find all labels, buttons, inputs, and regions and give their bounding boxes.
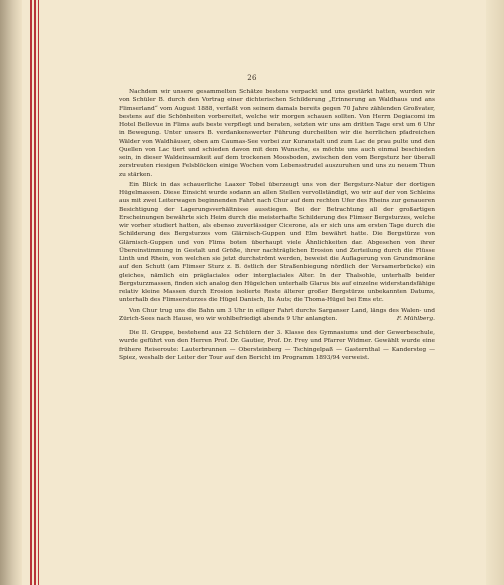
margin-rule [34,0,36,585]
margin-rule [30,0,32,585]
paragraph: Nachdem wir unsere gesammelten Schätze bestens verpackt und uns gestärkt hatten, wurden wir von Schüler B. durch den Vortrag einer dichterischen Schilderung „Erinnerung an Waldhaus und ans Flimserland“ vom August 1888, verfaßt von seinem damals bereits gegen 70 Jahre zählenden Großvater, bestens auf die Schönheiten vorbereitet, welche wir morgen schauen sollten. Von Herrn Degiacomi im Hotel Bellevue in Flims aufs beste verpflegt und beraten, setzten wir uns am dritten Tage erst um 6 Uhr in Bewegung. Unter unsers B. verdankenswerter Führung durcheilten wir die herrlichen pfadreichen Wälder von Waldhäuser, oben am Caumas-See vorbei zur Kuranstalt und zum Lac de prau pulte und den Quellen von Lac tiert und schieden davon mit dem Wunsche, es möchte uns auch einmal beschieden sein, in dieser Waldeinsamkeit auf dem trockenen Moosboden, zwischen den vom Bergsturz her überall zerstreuten riesigen Felsblöcken einige Wochen vom Lebensstrudel auszuruhen und uns zu neuem Thun zu stärken. [119,89,435,178]
paragraph-second-section: Die II. Gruppe, bestehend aus 22 Schülern der 3. Klasse des Gymnasiums und der Gewerbeschule, wurde geführt von den Herren Prof. Dr. Gautier, Prof. Dr. Frey und Pfarrer Widmer. Gewählt wurde eine frühere Reiseroute: Lauterbrunnen — Obersteinberg — Tschingelpaß — Gasternthal — Kandersteg — Spiez, weshalb der Leiter der Tour auf den Bericht im Programm 1893/94 verweist. [119,330,435,361]
signature: F. Mühlberg. [396,315,435,322]
margin-rule [38,0,39,585]
text-body [119,88,435,362]
page-edge [486,0,504,585]
paragraph: Ein Blick in das schauerliche Laaxer Tobel überzeugt uns von der Bergsturz-Natur der dortigen Hügelmassen. Diese Einsicht wurde sodann an allen Stellen vervollständigt, wo wir auf der von Schleins aus mit zwei Leiterwagen beginnenden Fahrt nach Chur auf dem rechten Ufer des Rheins zur genaueren Besichtigung der Lagerungsverhältnisse ausstiegen. Bei der Betrachtung all der großartigen Erscheinungen bewährte sich Heim durch die meisterhafte Schilderung des Flimser Bergsturzes, welche wir vorher studiert hatten, als ebenso zuverlässiger Cicerone, als er sich uns am ersten Tage durch die Schilderung des Bergsturzes vom Glärnisch-Guppen und Elm bewährt hatte. Die Bergstürze von Glärnisch-Guppen und von Flims boten überhaupt viele Ähnlichkeiten dar. Abgesehen von ihrer Übereinstimmung in Gestalt und Größe, ihrer nachträglichen Erosion und Zerteilung durch die Flüsse Linth und Rhein, von welchen sie jetzt durchströmt werden, beweist die Auflagerung von Grundmoräne auf den Schutt (am Flimser Sturz z. B. östlich der Straßenbiegung nördlich der Versamerbrücke) ein gleiches, nämlich ein präglaciales oder interglaciales Alter. In der Thalsohle, unterhalb beider Bergsturzmassen, finden sich analog den Hügelchen unterhalb Glarus bis auf einzelne widerstandsfähige relativ kleine Massen durch Erosion isolierte Reste älterer großer Bergstürze unbekannten Datums, unterhalb des Flimsersturzes die Hügel Danisch, Ils Auts; die Thoma-Hügel bei Ems etc. [119,181,435,304]
paragraph: Von Chur trug uns die Bahn um 3 Uhr in eiliger Fahrt durchs Sarganser Land, längs des Walen- und Zürich-Sees nach Hause, wo wir wohlbefriedigt abends 9 Uhr anlangten. [119,307,435,322]
page-number: 26 [247,74,257,82]
book-spine-shadow [0,0,22,585]
